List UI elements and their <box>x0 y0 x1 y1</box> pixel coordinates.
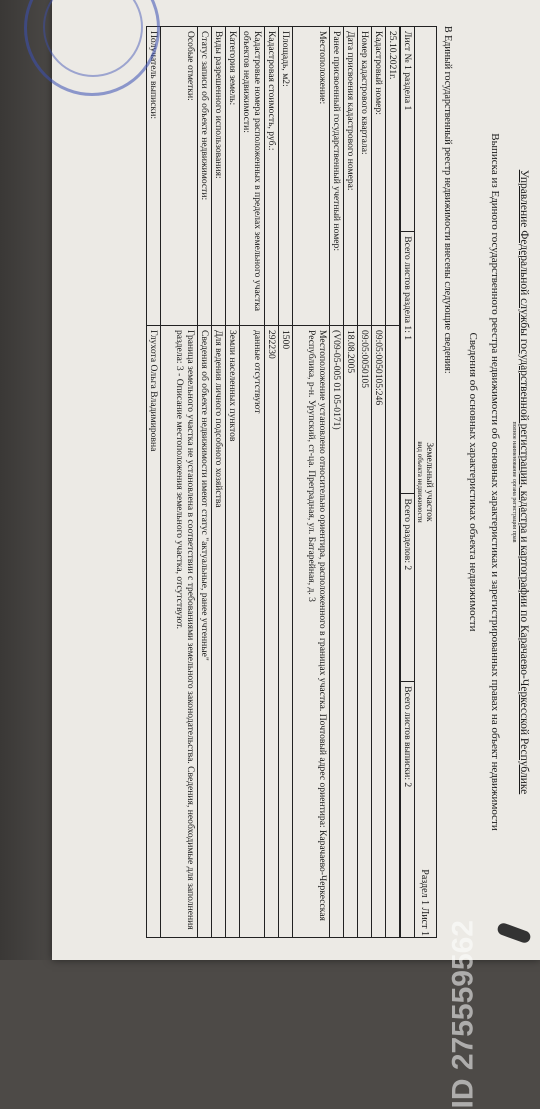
total-lists-section: Всего листов раздела 1: 1 <box>401 232 415 494</box>
table-row <box>330 27 344 938</box>
object-type-row <box>415 27 437 938</box>
total-sections: Всего разделов: 2 <box>401 494 415 682</box>
table-row <box>198 27 212 938</box>
row-value: данные отсутствуют <box>240 326 265 938</box>
row-value: 292230 <box>265 326 279 938</box>
row-value: 09:05:0050105:246 <box>372 326 386 938</box>
table-row <box>226 27 240 938</box>
list-number: Лист № 1 раздела 1 <box>401 27 415 232</box>
row-value: 09:05:0050105 <box>358 326 372 938</box>
row-label: Площадь, м2: <box>279 27 293 326</box>
watermark <box>446 920 480 1109</box>
row-label: Кадастровый номер: <box>372 27 386 326</box>
row-label: Ранее присвоенный государственный учетный номер: <box>330 27 344 326</box>
table-row <box>293 27 330 938</box>
row-value: Граница земельного участка не установлена в соответствии с требованиями земельного законодательства. Сведения, необходимые для заполнения раздела: 3 - Описание местоположения земельного участка, отсутствуют. <box>161 326 198 938</box>
table-row <box>265 27 279 938</box>
row-value: Местоположение установлено относительно ориентира, расположенного в границах участка. Почтовый адрес ориентира: Карачаево-Черкесская Республика, р-н. Урупский, ст-ца. Преградная, ул. Батарейная, д. 3 <box>293 326 330 938</box>
table-row <box>147 27 161 938</box>
table-row <box>240 27 265 938</box>
row-value: Земли населенных пунктов <box>226 326 240 938</box>
table-row <box>372 27 386 938</box>
row-label: Статус записи об объекте недвижимости: <box>198 27 212 326</box>
row-label: Кадастровые номера расположенных в пределах земельного участка объектов недвижимости: <box>240 27 265 326</box>
section-number: Раздел 1 Лист 1 <box>419 869 430 936</box>
object-type: Земельный участок <box>424 31 435 933</box>
row-label: Номер кадастрового квартала: <box>358 27 372 326</box>
document-sheet <box>52 0 540 960</box>
intro-text: В Единый государственный реестр недвижимости внесены следующие сведения: <box>442 26 453 938</box>
row-value: Для ведения личного подсобного хозяйства <box>212 326 226 938</box>
info-table <box>400 26 437 938</box>
row-value: Глухота Ольга Владимировна <box>147 326 161 938</box>
row-label: Кадастровая стоимость, руб.: <box>265 27 279 326</box>
row-value: 18.08.2005 <box>344 326 358 938</box>
sheet-info-row <box>401 27 415 938</box>
agency-name: Управление Федеральной службы государственной регистрации, кадастра и картографии по Карачаево-Черкесской Республике <box>518 26 530 938</box>
row-value: Сведения об объекте недвижимости имеют статус "актуальные, ранее учтенные" <box>198 326 212 938</box>
table-row <box>358 27 372 938</box>
row-value: 1500 <box>279 326 293 938</box>
table-row <box>386 27 400 938</box>
row-label: Дата присвоения кадастрового номера: <box>344 27 358 326</box>
row-label: 25.10.2021г. <box>386 27 400 326</box>
table-row <box>161 27 198 938</box>
row-label: Виды разрешенного использования: <box>212 27 226 326</box>
document-title: Выписка из Единого государственного реестра недвижимости об основных характеристиках и зарегистрированных правах на объект недвижимости <box>489 26 501 938</box>
object-type-caption: вид объекта недвижимости <box>416 31 424 933</box>
row-label: Категория земель: <box>226 27 240 326</box>
row-value <box>386 326 400 938</box>
agency-subtitle: полное наименование органа регистрации прав <box>511 26 517 938</box>
row-label: Местоположение: <box>293 27 330 326</box>
section-title: Сведения об основных характеристиках объекта недвижимости <box>467 26 479 938</box>
table-row <box>344 27 358 938</box>
row-label: Особые отметки: <box>161 27 198 326</box>
table-row <box>212 27 226 938</box>
row-label: Получатель выписки: <box>147 27 161 326</box>
row-value: (V09-05-005 01 05-0171) <box>330 326 344 938</box>
characteristics-table <box>146 26 400 938</box>
table-row <box>279 27 293 938</box>
total-lists: Всего листов выписки: 2 <box>401 682 415 938</box>
